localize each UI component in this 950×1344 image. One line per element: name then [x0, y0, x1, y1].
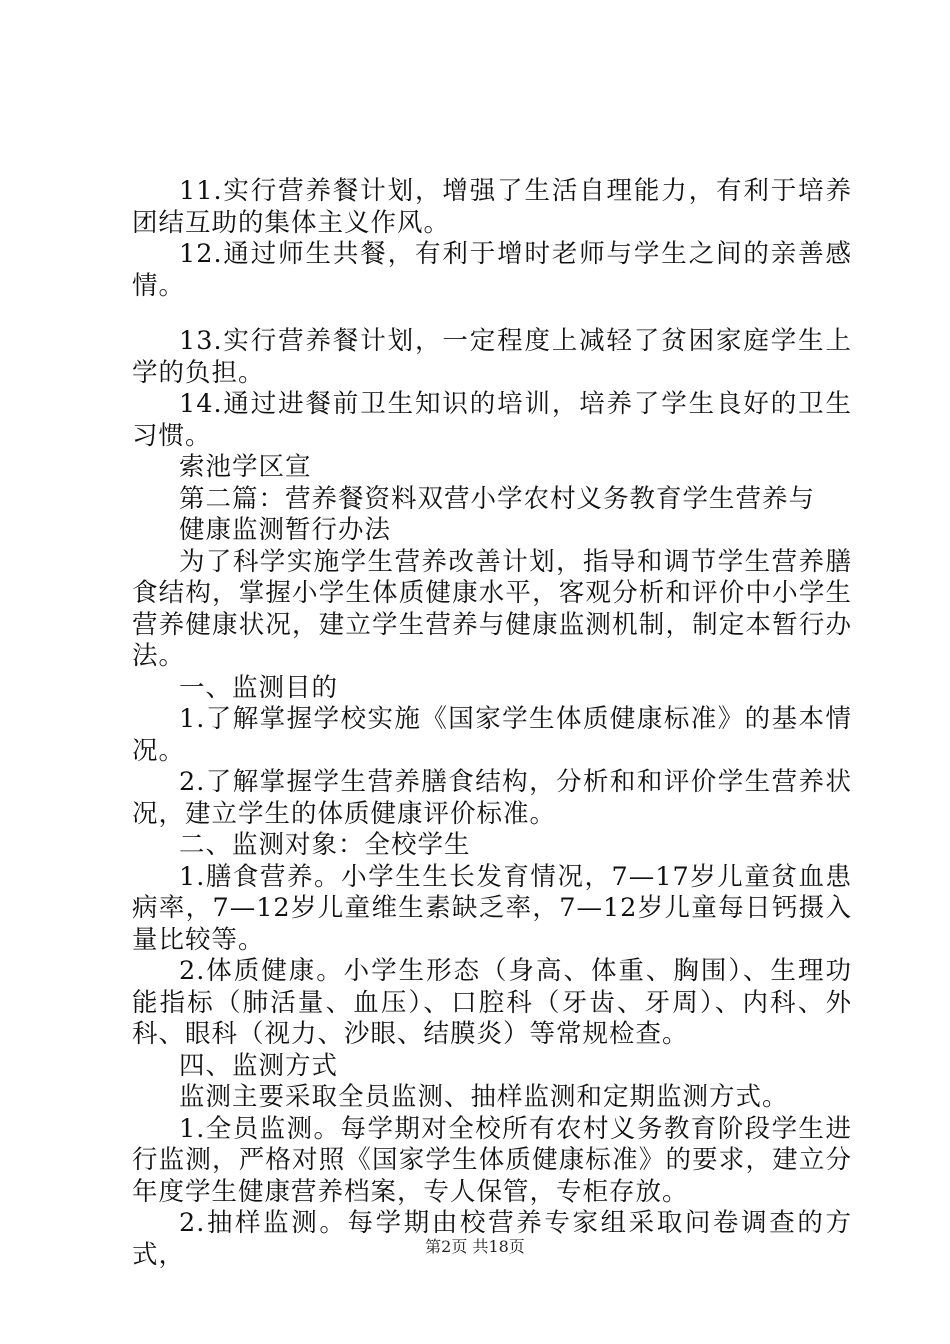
target-item-1: 1.膳食营养。小学生生长发育情况，7—17岁儿童贫血患病率，7—12岁儿童维生素缺乏率，7—12岁儿童每日钙摄入量比较等。 [132, 861, 852, 955]
signature-line: 索池学区宣 [179, 452, 312, 482]
purpose-item-2: 2.了解掌握学生营养膳食结构，分析和和评价学生营养状况，建立学生的体质健康评价标准。 [132, 767, 852, 829]
document-body [132, 176, 852, 1271]
method-intro: 监测主要采取全员监测、抽样监测和定期监测方式。 [179, 1082, 789, 1112]
method-item-2: 2.抽样监测。每学期由校营养专家组采取问卷调查的方式， [132, 1208, 852, 1270]
paragraph-item-14: 14.通过进餐前卫生知识的培训，培养了学生良好的卫生习惯。 [132, 389, 852, 451]
target-item-2: 2.体质健康。小学生形态（身高、体重、胸围）、生理功能指标（肺活量、血压）、口腔科（牙齿、牙周）、内科、外科、眼科（视力、沙眼、结膜炎）等常规检查。 [132, 956, 852, 1049]
paragraph-item-13: 13.实行营养餐计划，一定程度上减轻了贫困家庭学生上学的负担。 [132, 326, 852, 388]
method-item-1: 1.全员监测。每学期对全校所有农村义务教育阶段学生进行监测，严格对照《国家学生体质健康标准》的要求，建立分年度学生健康营养档案，专人保管，专柜存放。 [132, 1113, 852, 1207]
heading-monitoring-purpose: 一、监测目的 [179, 672, 339, 703]
paragraph-item-12: 12.通过师生共餐，有利于增时老师与学生之间的亲善感情。 [132, 239, 852, 301]
heading-monitoring-method: 四、监测方式 [179, 1050, 339, 1081]
purpose-item-1: 1.了解掌握学校实施《国家学生体质健康标准》的基本情况。 [132, 704, 852, 766]
intro-paragraph: 为了科学实施学生营养改善计划，指导和调节学生营养膳食结构，掌握小学生体质健康水平，客观分析和评价中小学生营养健康状况，建立学生营养与健康监测机制，制定本暂行办法。 [132, 546, 852, 671]
section-title-line-1: 第二篇：营养餐资料双营小学农村义务教育学生营养与 [179, 483, 816, 514]
section-title-line-2: 健康监测暂行办法 [179, 515, 392, 545]
page-footer: 第2页 共18页 [425, 1237, 525, 1256]
paragraph-item-11: 11.实行营养餐计划，增强了生活自理能力，有利于培养团结互助的集体主义作风。 [132, 176, 852, 238]
heading-monitoring-target: 二、监测对象：全校学生 [179, 830, 471, 860]
